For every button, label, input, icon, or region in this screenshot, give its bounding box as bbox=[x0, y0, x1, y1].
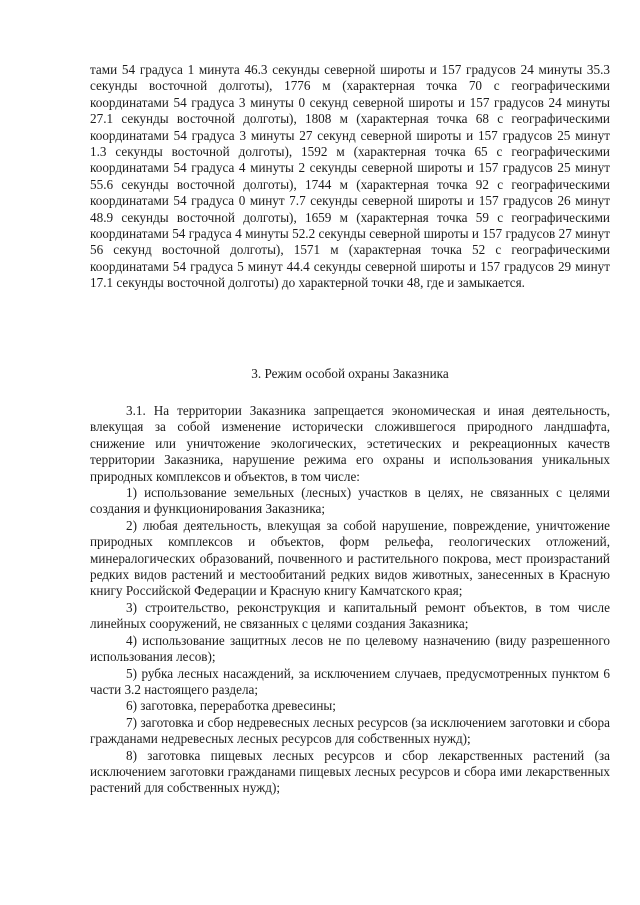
list-item-8: 8) заготовка пищевых лесных ресурсов и сбор лекарственных растений (за исключением заготовки гражданами пищевых лесных ресурсов и сбора ими лекарственных растений для собственных нужд); bbox=[90, 747, 610, 796]
section-body bbox=[90, 403, 610, 797]
paragraph-3-1: 3.1. На территории Заказника запрещается экономическая и иная деятельность, влекущая за собой изменение исторически сложившегося природного ландшафта, снижение или уничтожение экологических, эстетических и рекреационных качеств территории Заказника, нарушение режима его охраны и использования уникальных природных комплексов и объектов, в том числе: bbox=[90, 403, 610, 484]
list-item-6: 6) заготовка, переработка древесины; bbox=[126, 698, 336, 714]
continuation-paragraph-block bbox=[90, 62, 610, 292]
list-item-2: 2) любая деятельность, влекущая за собой нарушение, повреждение, уничтожение природных комплексов и объектов, форм рельефа, геологических отложений, минералогических образований, почвенного и растительного покрова, мест произрастаний редких видов растений и местообитаний редких видов животных, занесенных в Красную книгу Российской Федерации и Красную книгу Камчатского края; bbox=[90, 517, 610, 599]
list-item-7: 7) заготовка и сбор недревесных лесных ресурсов (за исключением заготовки и сбора гражданами недревесных лесных ресурсов для собственных нужд); bbox=[90, 714, 610, 747]
list-item-5: 5) рубка лесных насаждений, за исключением случаев, предусмотренных пунктом 6 части 3.2 настоящего раздела; bbox=[90, 665, 610, 697]
continuation-paragraph: тами 54 градуса 1 минута 46.3 секунды северной широты и 157 градусов 24 минуты 35.3 секунды восточной долготы), 1776 м (характерная точка 70 с географическими координатами 54 градуса 3 минуты 0 секунд северной широты и 157 градусов 24 минуты 27.1 секунды восточной долготы), 1808 м (характерная точка 68 с географическими координатами 54 градуса 3 минуты 27 секунд северной широты и 157 градусов 25 минут 1.3 секунды восточной долготы), 1592 м (характерная точка 65 с географическими координатами 54 градуса 4 минуты 2 секунды северной широты и 157 градусов 25 минут 55.6 секунды восточной долготы), 1744 м (характерная точка 92 с географическими координатами 54 градуса 0 минут 7.7 секунды северной широты и 157 градусов 26 минут 48.9 секунды восточной долготы), 1659 м (характерная точка 59 с географическими координатами 54 градуса 4 минуты 52.2 секунды северной широты и 157 градусов 27 минут 56 секунд восточной долготы), 1571 м (характерная точка 52 с географическими координатами 54 градуса 5 минут 44.4 секунды северной широты и 157 градусов 29 минут 17.1 секунды восточной долготы) до характерной точки 48, где и замыкается. bbox=[90, 62, 610, 291]
list-item-4: 4) использование защитных лесов не по целевому назначению (виду разрешенного использования лесов); bbox=[90, 632, 610, 665]
list-item-3: 3) строительство, реконструкция и капитальный ремонт объектов, в том числе линейных сооружений, не связанных с целями создания Заказника; bbox=[90, 599, 610, 632]
section-title: 3. Режим особой охраны Заказника bbox=[251, 366, 449, 381]
list-item-1: 1) использование земельных (лесных) участков в целях, не связанных с целями создания и функционирования Заказника; bbox=[90, 485, 610, 517]
